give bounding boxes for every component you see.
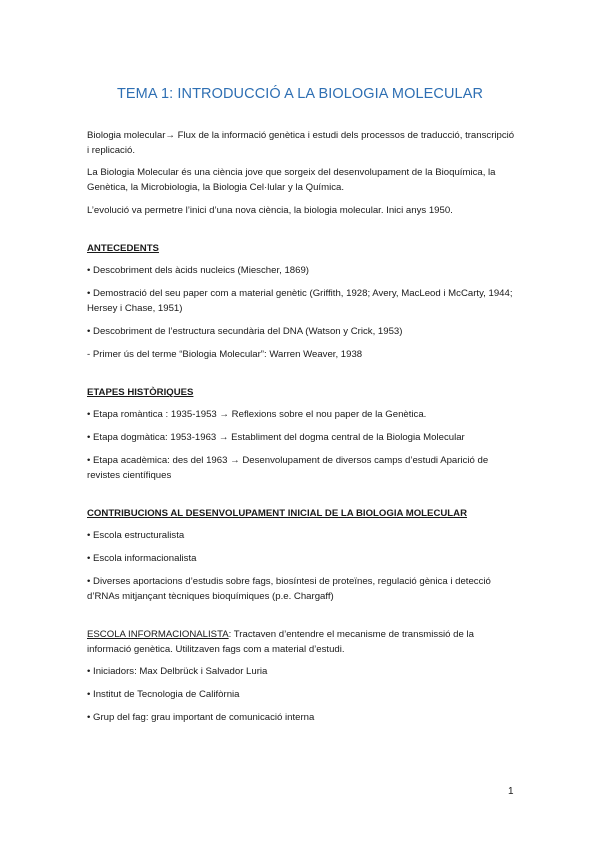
list-item: • Iniciadors: Max Delbrück i Salvador Luria: [87, 666, 268, 677]
list-item: • Diverses aportacions d’estudis sobre fags, biosíntesi de proteïnes, regulació gènica i detecció d’RNAs mitjançant tècniques bioquímiques (p.e. Chargaff): [87, 576, 491, 602]
list-item: • Grup del fag: grau important de comunicació interna: [87, 712, 315, 723]
escola-paragraph: [87, 627, 517, 657]
page-title: TEMA 1: INTRODUCCIÓ A LA BIOLOGIA MOLECULAR: [116, 86, 484, 102]
intro-paragraph: Biologia molecular→ Flux de la informació genètica i estudi dels processos de traducció, transcripció i replicació.: [87, 130, 515, 156]
section-heading-etapes: ETAPES HISTÒRIQUES: [87, 387, 194, 398]
list-item: • Escola estructuralista: [87, 530, 185, 541]
list-item: • Escola informacionalista: [87, 553, 197, 564]
list-item: • Institut de Tecnologia de Califòrnia: [87, 689, 240, 700]
intro-paragraph: L’evolució va permetre l’inici d’una nova ciència, la biologia molecular. Inici anys 1950.: [87, 205, 453, 216]
page-number: 1: [508, 786, 514, 797]
list-item: • Descobriment de l’estructura secundària del DNA (Watson y Crick, 1953): [87, 326, 403, 337]
document-body: [87, 128, 517, 725]
list-item: • Descobriment dels àcids nucleics (Miescher, 1869): [87, 265, 309, 276]
section-heading-antecedents: ANTECEDENTS: [87, 243, 159, 254]
list-item: • Demostració del seu paper com a material genètic (Griffith, 1928; Avery, MacLeod i McCarty, 1944; Hersey i Chase, 1951): [87, 288, 513, 314]
intro-paragraph: La Biologia Molecular és una ciència jove que sorgeix del desenvolupament de la Bioquímica, la Genètica, la Microbiologia, la Biologia Cel·lular y la Química.: [87, 167, 496, 193]
list-item: • Etapa acadèmica: des del 1963 → Desenvolupament de diversos camps d’estudi Aparició de revistes científiques: [87, 455, 489, 481]
section-heading-contribucions: CONTRIBUCIONS AL DESENVOLUPAMENT INICIAL DE LA BIOLOGIA MOLECULAR: [87, 508, 468, 519]
escola-text: : Tractaven d’entendre el mecanisme de transmissió de la informació genètica. Utilitzaven fags com a material d’estudi.: [87, 629, 474, 655]
list-item: • Etapa romàntica : 1935-1953 → Reflexions sobre el nou paper de la Genètica.: [87, 409, 427, 420]
list-item: - Primer ús del terme “Biologia Molecular”: Warren Weaver, 1938: [87, 349, 363, 360]
section-heading-escola: ESCOLA INFORMACIONALISTA: [87, 629, 229, 640]
list-item: • Etapa dogmàtica: 1953-1963 → Establiment del dogma central de la Biologia Molecular: [87, 432, 465, 443]
